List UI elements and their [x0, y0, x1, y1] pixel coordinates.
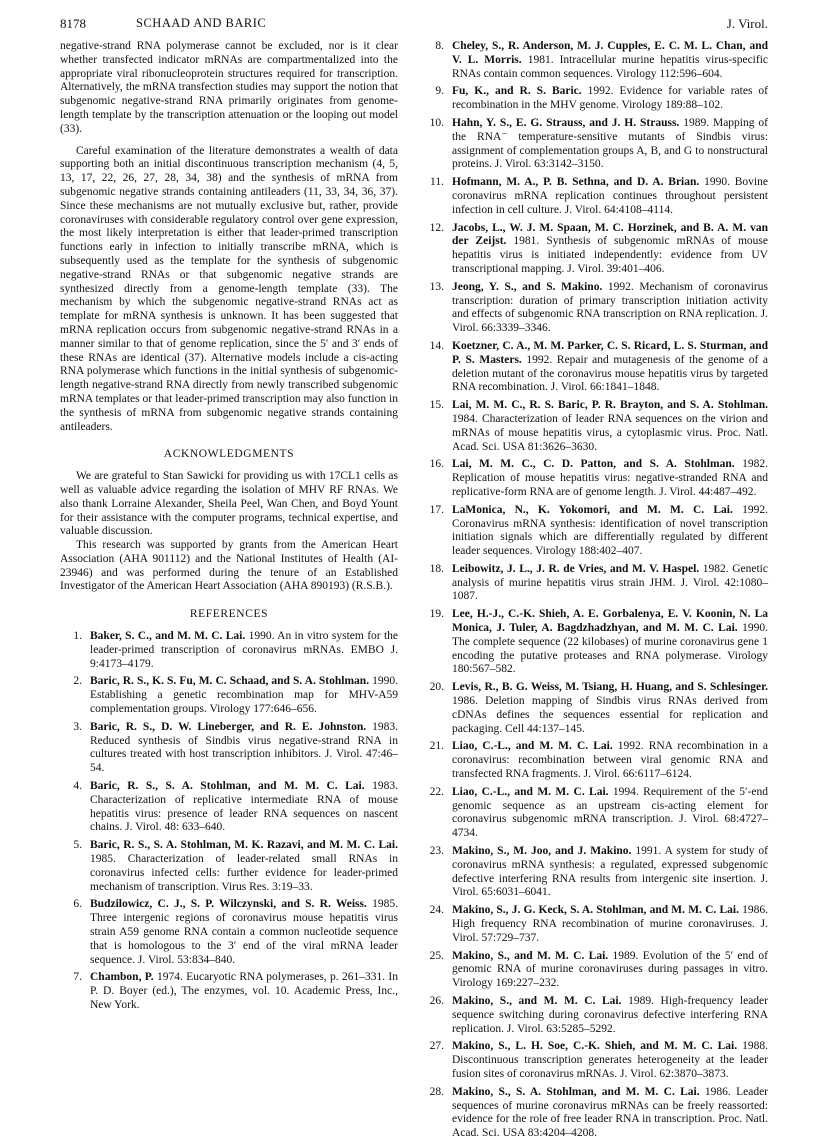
reference-authors: Baker, S. C., and M. M. C. Lai.: [90, 630, 246, 643]
reference-text: 1991. A system for study of coronavirus mRNA synthesis: a regulated, expressed subgenomic defective interfering RNA results from intergenic site insertion. J. Virol. 65:6031–6041.: [452, 845, 768, 899]
reference-item: [422, 222, 768, 277]
reference-authors: Cheley, S., R. Anderson, M. J. Cupples, E. C. M. L. Chan, and V. L. Morris.: [452, 40, 768, 66]
reference-authors: Koetzner, C. A., M. M. Parker, C. S. Ricard, L. S. Sturman, and P. S. Masters.: [452, 339, 768, 366]
reference-number: 17.: [429, 503, 444, 516]
reference-authors: Lee, H.-J., C.-K. Shieh, A. E. Gorbalenya, E. V. Koonin, N. La Monica, J. Tuler, A. Bagdzhadzhyan, and M. M. C. Lai.: [452, 608, 768, 635]
reference-item: [60, 630, 398, 671]
reference-list-left: [60, 630, 398, 1013]
body-paragraph: Careful examination of the literature demonstrates a wealth of data supporting both an initial discontinuous transcription mechanism (4, 5, 13, 17, 22, 26, 27, 28, 34, 38) and the synthesis of mRNA from subgenomic negative strands containing antileaders (11, 33, 34, 36, 37). Since these mechanisms are not mutually exclusive but, rather, provide coronaviruses with considerable regulatory control over gene expression, the most likely interpretation is either that leader-primed transcription functions early in infection to initially transcribe mRNA, which is subsequently used as the template for the synthesis of subgenomic negative-strand RNAs or that subgenomic negative strands are synthesized directly from a genome-length template (33). The mechanism by which the subgenomic negative-strand RNAs act as template for mRNA synthesis is unknown. It has been suggested that mRNA replication occurs from subgenomic negative-strand RNAs in a manner similar to that of genome replication, since the 5′ and 3′ ends of these RNAs are identical (37). Alternative models include a cis-acting RNA polymerase which functions in the initial synthesis of subgenomic-length negative-strand RNA directly from newly transcribed subgenomic mRNA templates or that leader-primed transcription may also function in the synthesis of mRNA from subgenomic negative strands containing antileaders.: [60, 144, 398, 433]
reference-number: 20.: [429, 681, 444, 694]
reference-text: 1990. The complete sequence (22 kilobases) of murine coronavirus gene 1 encoding the putative proteases and RNA polymerase. Virology 180:567–582.: [452, 622, 768, 676]
reference-item: [60, 721, 398, 776]
page-header: [60, 16, 768, 36]
reference-text: 1992. Coronavirus mRNA synthesis: identification of novel transcription initiation signals which are differentially regulated by different leader sequences. Virology 188:402–407.: [452, 503, 768, 558]
reference-authors: Fu, K., and R. S. Baric.: [452, 85, 582, 98]
reference-text: 1994. Requirement of the 5′-end genomic sequence as an upstream cis-acting element for coronavirus subgenomic mRNA transcription. J. Virol. 68:4727–4734.: [452, 785, 769, 840]
reference-number: 5.: [73, 839, 82, 852]
reference-number: 6.: [73, 898, 82, 911]
reference-authors: Hofmann, M. A., P. B. Sethna, and D. A. Brian.: [452, 176, 700, 189]
reference-text: 1988. Discontinuous transcription generates heterogeneity at the leader fusion sites of coronavirus mRNAs. J. Virol. 62:3870–3873.: [452, 1040, 769, 1080]
reference-number: 2.: [73, 675, 82, 688]
reference-number: 16.: [429, 458, 444, 471]
reference-authors: Leibowitz, J. L., J. R. de Vries, and M. V. Haspel.: [452, 562, 700, 575]
reference-item: [422, 117, 768, 172]
reference-number: 14.: [429, 339, 444, 352]
reference-item: [422, 1086, 768, 1141]
reference-text: 1989. Mapping of the RNA⁻ temperature-sensitive mutants of Sindbis virus: assignment of complementation groups A, B, and G to nonstructural proteins. J. Virol. 63:3142–3150.: [452, 116, 768, 171]
reference-text: 1981. Intracellular murine hepatitis virus-specific RNAs contain common sequences. Virology 112:596–604.: [452, 53, 769, 80]
reference-item: [422, 786, 768, 841]
reference-item: [422, 681, 768, 736]
reference-text: 1984. Characterization of leader RNA sequences on the virion and mRNAs of mouse hepatitis virus, a cytoplasmic virus. Proc. Natl. Acad. Sci. USA 81:3626–3630.: [452, 412, 768, 453]
reference-authors: Liao, C.-L., and M. M. C. Lai.: [452, 785, 609, 798]
reference-authors: Baric, R. S., K. S. Fu, M. C. Schaad, and S. A. Stohlman.: [90, 675, 370, 688]
reference-list-right: [422, 40, 768, 1141]
reference-number: 27.: [429, 1040, 444, 1053]
reference-number: 11.: [430, 176, 444, 189]
reference-authors: Baric, R. S., S. A. Stohlman, M. K. Razavi, and M. M. C. Lai.: [90, 839, 398, 852]
reference-item: [60, 839, 398, 894]
reference-authors: Budzilowicz, C. J., S. P. Wilczynski, and S. R. Weiss.: [90, 898, 367, 911]
reference-number: 15.: [429, 399, 444, 412]
reference-item: [422, 40, 768, 81]
reference-number: 4.: [73, 780, 82, 793]
reference-authors: Lai, M. M. C., C. D. Patton, and S. A. Stohlman.: [452, 458, 735, 471]
reference-item: [60, 675, 398, 716]
reference-text: 1989. High-frequency leader sequence switching during coronavirus defective interfering RNA replication. J. Virol. 63:5285–5292.: [452, 995, 768, 1035]
reference-authors: Liao, C.-L., and M. M. C. Lai.: [452, 740, 613, 753]
reference-authors: Makino, S., S. A. Stohlman, and M. M. C. Lai.: [452, 1085, 700, 1098]
reference-authors: Chambon, P.: [90, 971, 154, 984]
reference-authors: LaMonica, N., K. Yokomori, and M. M. C. Lai.: [452, 503, 733, 516]
reference-authors: Makino, S., and M. M. C. Lai.: [452, 995, 622, 1007]
reference-text: 1986. Leader sequences of murine coronavirus mRNAs can be freely reassorted: evidence for the role of free leader RNA in transcription. Proc. Natl. Acad. Sci. USA 83:4204–4208.: [452, 1085, 768, 1140]
references-heading: REFERENCES: [189, 608, 269, 621]
reference-text: 1974. Eucaryotic RNA polymerases, p. 261–331. In P. D. Boyer (ed.), The enzymes, vol. 10. Academic Press, Inc., New York.: [90, 971, 399, 1011]
reference-authors: Levis, R., B. G. Weiss, M. Tsiang, H. Huang, and S. Schlesinger.: [452, 681, 768, 694]
reference-text: 1992. Evidence for variable rates of recombination in the MHV genome. Virology 189:88–102.: [452, 85, 769, 112]
reference-number: 21.: [429, 740, 444, 753]
reference-item: [422, 504, 768, 559]
reference-text: 1986. Deletion mapping of Sindbis virus RNAs derived from cDNAs defines the sequences essential for replication and packaging. Cell 44:137–145.: [452, 695, 768, 735]
journal-name: J. Virol.: [726, 16, 768, 31]
reference-item: [60, 780, 398, 835]
reference-number: 18.: [429, 562, 444, 575]
reference-text: 1981. Synthesis of subgenomic mRNAs of mouse hepatitis virus is initiated independently: evidence from UV transcriptional mapping. J. Virol. 39:401–406.: [452, 235, 768, 275]
reference-number: 28.: [429, 1085, 444, 1098]
reference-number: 12.: [429, 221, 444, 234]
reference-item: [422, 845, 768, 900]
reference-number: 23.: [429, 845, 444, 858]
reference-authors: Makino, S., J. G. Keck, S. A. Stohlman, and M. M. C. Lai.: [452, 904, 739, 917]
reference-number: 7.: [73, 971, 82, 984]
left-column: [60, 40, 398, 1017]
reference-item: [422, 995, 768, 1036]
reference-number: 1.: [73, 630, 82, 643]
body-paragraph: negative-strand RNA polymerase cannot be excluded, nor is it clear whether transfected indicator mRNAs are compartmentalized into the appropriate viral ribonucleoprotein structures required for transcription. Alternatively, the mRNA transfection studies may support the notion that subgenomic negative-strand RNA primarily originates from genome-length template by the transcription attenuation or the looping out model (33).: [60, 40, 398, 135]
reference-item: [422, 1040, 768, 1081]
reference-item: [422, 399, 768, 454]
reference-text: 1990. Establishing a genetic recombination map for MHV-A59 complementation groups. Virology 177:646–656.: [90, 675, 398, 716]
reference-number: 24.: [429, 904, 444, 917]
reference-authors: Jacobs, L., W. J. M. Spaan, M. C. Horzinek, and B. A. M. van der Zeijst.: [452, 221, 768, 248]
reference-text: 1992. RNA recombination in a coronavirus: recombination between viral genomic RNA and transfected RNA fragments. J. Virol. 66:6117–6124.: [452, 740, 768, 781]
right-column: [422, 40, 768, 1145]
reference-number: 8.: [435, 40, 444, 52]
reference-authors: Lai, M. M. C., R. S. Baric, P. R. Brayton, and S. A. Stohlman.: [452, 399, 768, 412]
reference-item: [422, 904, 768, 945]
reference-item: [60, 898, 398, 967]
reference-text: 1982. Replication of mouse hepatitis virus: negative-stranded RNA and replicative-form RNA are of genome length. J. Virol. 44:487–492.: [452, 458, 769, 498]
reference-item: [422, 458, 768, 499]
reference-text: 1992. Repair and mutagenesis of the genome of a deletion mutant of the coronavirus mouse hepatitis virus by targeted RNA recombination. J. Virol. 66:1841–1848.: [452, 353, 768, 394]
reference-item: [422, 281, 768, 336]
reference-text: 1989. Evolution of the 5′ end of genomic RNA of murine coronaviruses during passages in vitro. Virology 169:227–232.: [452, 949, 768, 990]
reference-text: 1983. Reduced synthesis of Sindbis virus negative-strand RNA in cultures treated with host transcription inhibitors. J. Virol. 47:46–54.: [90, 720, 399, 775]
reference-number: 19.: [429, 608, 444, 621]
page-number: 8178: [60, 16, 86, 31]
acknowledgments-paragraph: This research was supported by grants from the American Heart Association (AHA 901112) and the National Institutes of Health (AI-23946) and was performed during the tenure of an Established Investigator of the American Heart Association (AHA 890193) (R.S.B.).: [60, 539, 398, 593]
reference-authors: Jeong, Y. S., and S. Makino.: [452, 280, 603, 293]
running-head: SCHAAD AND BARIC: [136, 16, 267, 30]
reference-number: 13.: [429, 280, 444, 293]
reference-number: 22.: [429, 785, 444, 798]
reference-item: [60, 971, 398, 1012]
reference-item: [422, 176, 768, 217]
reference-text: 1986. High frequency RNA recombination of murine coronaviruses. J. Virol. 57:729–737.: [452, 904, 768, 944]
reference-item: [422, 950, 768, 991]
reference-text: 1983. Characterization of replicative intermediate RNA of mouse hepatitis virus: presence of leader RNA sequences on nascent chains. J. Virol. 48: 633–640.: [90, 780, 398, 834]
reference-text: 1985. Three intergenic regions of coronavirus mouse hepatitis virus strain A59 genome RNA contain a common nucleotide sequence that is homologous to the 3′ end of the viral mRNA leader sequence. J. Virol. 53:834–840.: [90, 898, 398, 966]
reference-authors: Makino, S., L. H. Soe, C.-K. Shieh, and M. M. C. Lai.: [452, 1040, 738, 1053]
reference-number: 9.: [435, 85, 444, 98]
acknowledgments-paragraph: We are grateful to Stan Sawicki for providing us with 17CL1 cells as well as valuable advice regarding the isolation of MHV RF RNAs. We also thank Lorraine Alexander, Sheila Peel, Wan Chen, and Boyd Yount for their assistance with the computer programs, technical expertise, and valuable discussion.: [60, 470, 398, 538]
reference-text: 1985. Characterization of leader-related small RNAs in coronavirus infected cells: further evidence for leader-primed mechanism of transcription. Virus Res. 3:19–33.: [90, 853, 398, 893]
reference-authors: Baric, R. S., S. A. Stohlman, and M. M. C. Lai.: [90, 780, 365, 793]
reference-authors: Hahn, Y. S., E. G. Strauss, and J. H. Strauss.: [452, 116, 680, 129]
reference-item: [422, 85, 768, 113]
reference-number: 26.: [429, 995, 444, 1007]
reference-item: [422, 608, 768, 677]
reference-number: 25.: [429, 949, 444, 962]
reference-number: 10.: [429, 116, 444, 129]
reference-text: 1990. An in vitro system for the leader-primed transcription of coronavirus mRNAs. EMBO J. 9:4173–4179.: [90, 630, 398, 670]
reference-item: [422, 740, 768, 781]
reference-text: 1992. Mechanism of coronavirus transcription: duration of primary transcription initiation activity and effects of subgenomic RNA transcription on RNA replication. J. Virol. 66:3339–3346.: [452, 280, 768, 335]
reference-authors: Baric, R. S., D. W. Lineberger, and R. E. Johnston.: [90, 720, 367, 733]
reference-text: 1990. Bovine coronavirus mRNA replication continues throughout persistent infection in cell culture. J. Virol. 64:4108–4114.: [452, 176, 768, 216]
reference-authors: Makino, S., M. Joo, and J. Makino.: [452, 845, 632, 858]
reference-item: [422, 563, 768, 604]
reference-item: [422, 340, 768, 395]
reference-authors: Makino, S., and M. M. C. Lai.: [452, 949, 609, 962]
reference-text: 1982. Genetic analysis of murine hepatitis virus strain JHM. J. Virol. 42:1080–1087.: [452, 562, 768, 603]
reference-number: 3.: [73, 720, 82, 733]
acknowledgments-heading: ACKNOWLEDGMENTS: [163, 448, 295, 461]
